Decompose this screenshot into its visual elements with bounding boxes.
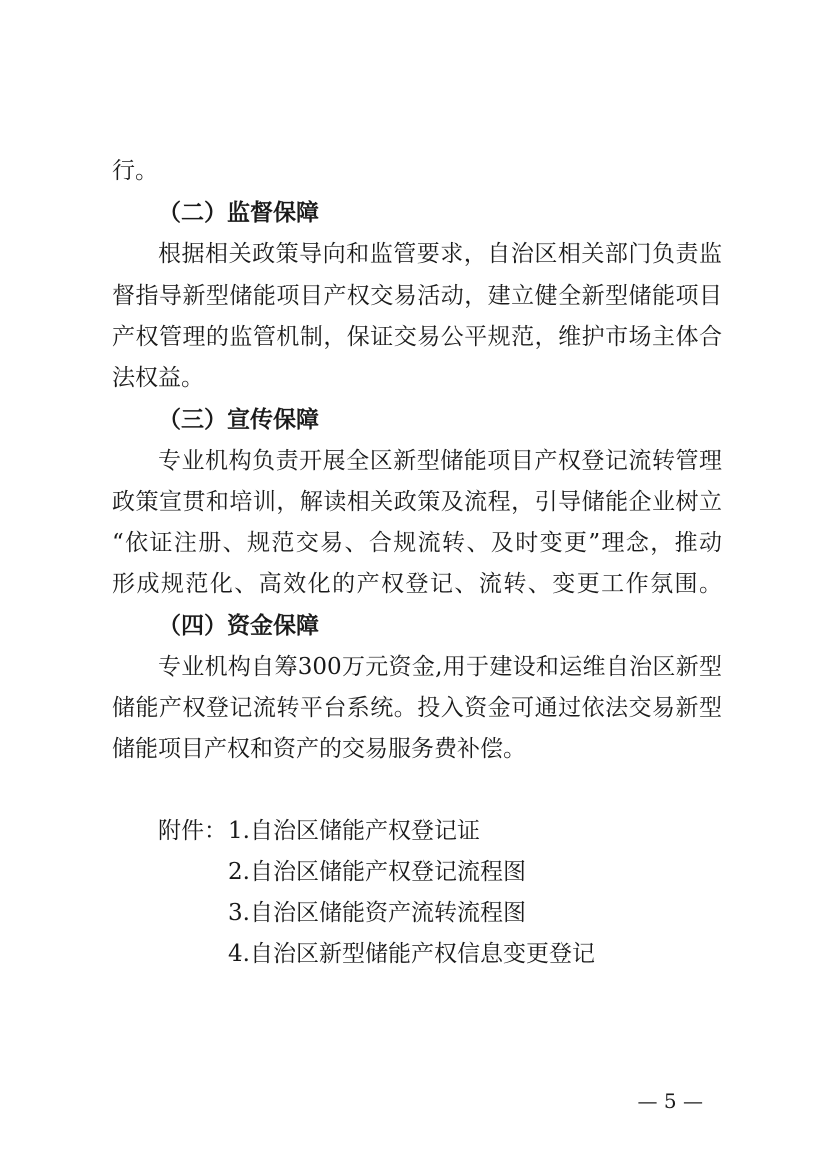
page-number: — 5 —: [637, 1089, 703, 1113]
paragraph-line: 储能项目产权和资产的交易服务费补偿。: [112, 736, 526, 762]
paragraph-line: 专业机构负责开展全区新型储能项目产权登记流转管理: [158, 448, 722, 474]
paragraph-line: 根据相关政策导向和监管要求，自治区相关部门负责监: [158, 241, 722, 267]
paragraph-line: 储能产权登记流转平台系统。投入资金可通过依法交易新型: [112, 695, 722, 721]
section-heading-supervision: （二）监督保障: [158, 200, 319, 226]
section-heading-publicity: （三）宣传保障: [158, 407, 319, 433]
attachment-item: 2.自治区储能产权登记流程图: [228, 859, 526, 885]
attachment-item: 3.自治区储能资产流转流程图: [228, 900, 526, 926]
attachment-item: 4.自治区新型储能产权信息变更登记: [228, 941, 595, 967]
paragraph-line: 政策宣贯和培训，解读相关政策及流程，引导储能企业树立: [112, 489, 722, 515]
paragraph-line: 产权管理的监管机制，保证交易公平规范，维护市场主体合: [112, 324, 722, 350]
paragraph-line: 形成规范化、高效化的产权登记、流转、变更工作氛围。: [112, 571, 722, 597]
paragraph-line: 专业机构自筹300万元资金,用于建设和运维自治区新型: [158, 654, 722, 680]
attachment-item: 1.自治区储能产权登记证: [228, 818, 480, 844]
section-heading-funding: （四）资金保障: [158, 613, 319, 639]
paragraph-line: 督指导新型储能项目产权交易活动，建立健全新型储能项目: [112, 283, 722, 309]
paragraph-line: 法权益。: [112, 365, 204, 391]
paragraph-line: “依证注册、规范交易、合规流转、及时变更”理念，推动: [112, 530, 722, 556]
continuation-line: 行。: [112, 158, 158, 184]
attachments-label: 附件：: [158, 818, 227, 844]
